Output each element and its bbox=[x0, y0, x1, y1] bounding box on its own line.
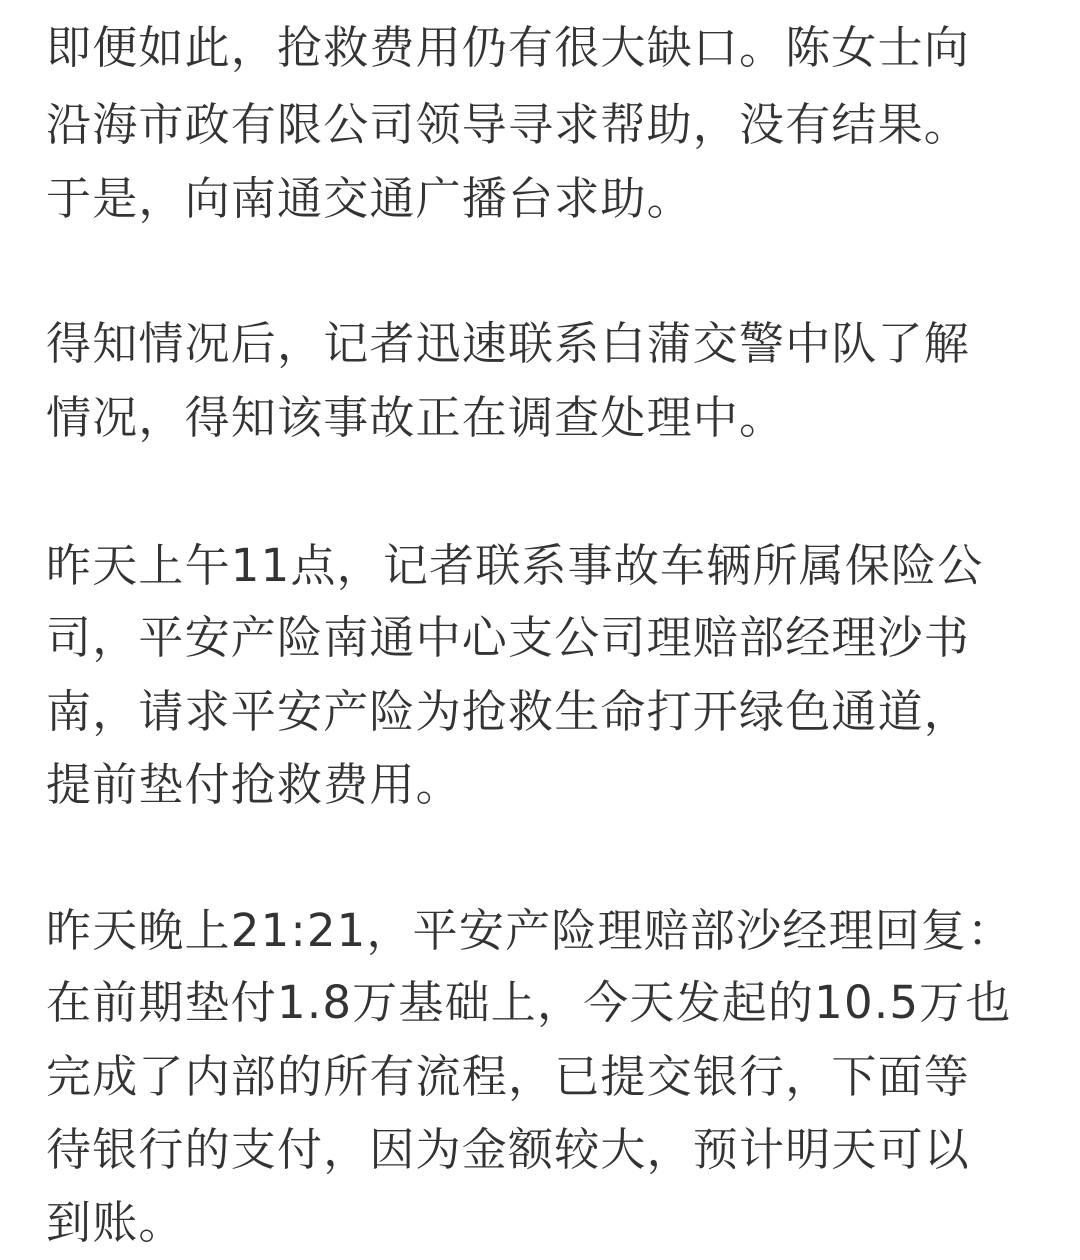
paragraph-line: 即便如此，抢救费用仍有很大缺口。陈女士向 bbox=[46, 21, 971, 74]
paragraph-line: 南，请求平安产险为抢救生命打开绿色通道， bbox=[46, 685, 971, 738]
paragraph-line: 到账。 bbox=[46, 1196, 185, 1249]
paragraph-line: 提前垫付抢救费用。 bbox=[46, 758, 462, 811]
paragraph-line: 待银行的支付，因为金额较大，预计明天可以 bbox=[46, 1123, 971, 1176]
paragraph-line: 沿海市政有限公司领导寻求帮助，没有结果。 bbox=[46, 98, 971, 151]
paragraph-line: 完成了内部的所有流程，已提交银行，下面等 bbox=[46, 1050, 971, 1103]
paragraph-line: 得知情况后，记者迅速联系白蒲交警中队了解 bbox=[46, 317, 971, 370]
paragraph-line: 昨天晚上21:21，平安产险理赔部沙经理回复： bbox=[46, 904, 1014, 957]
paragraph-line: 情况，得知该事故正在调查处理中。 bbox=[46, 391, 786, 444]
paragraph-line: 于是，向南通交通广播台求助。 bbox=[46, 172, 693, 225]
paragraph-line: 在前期垫付1.8万基础上，今天发起的10.5万也 bbox=[46, 976, 1012, 1029]
paragraph-line: 司，平安产险南通中心支公司理赔部经理沙书 bbox=[46, 611, 971, 664]
paragraph-line: 昨天上午11点，记者联系事故车辆所属保险公 bbox=[46, 539, 984, 592]
